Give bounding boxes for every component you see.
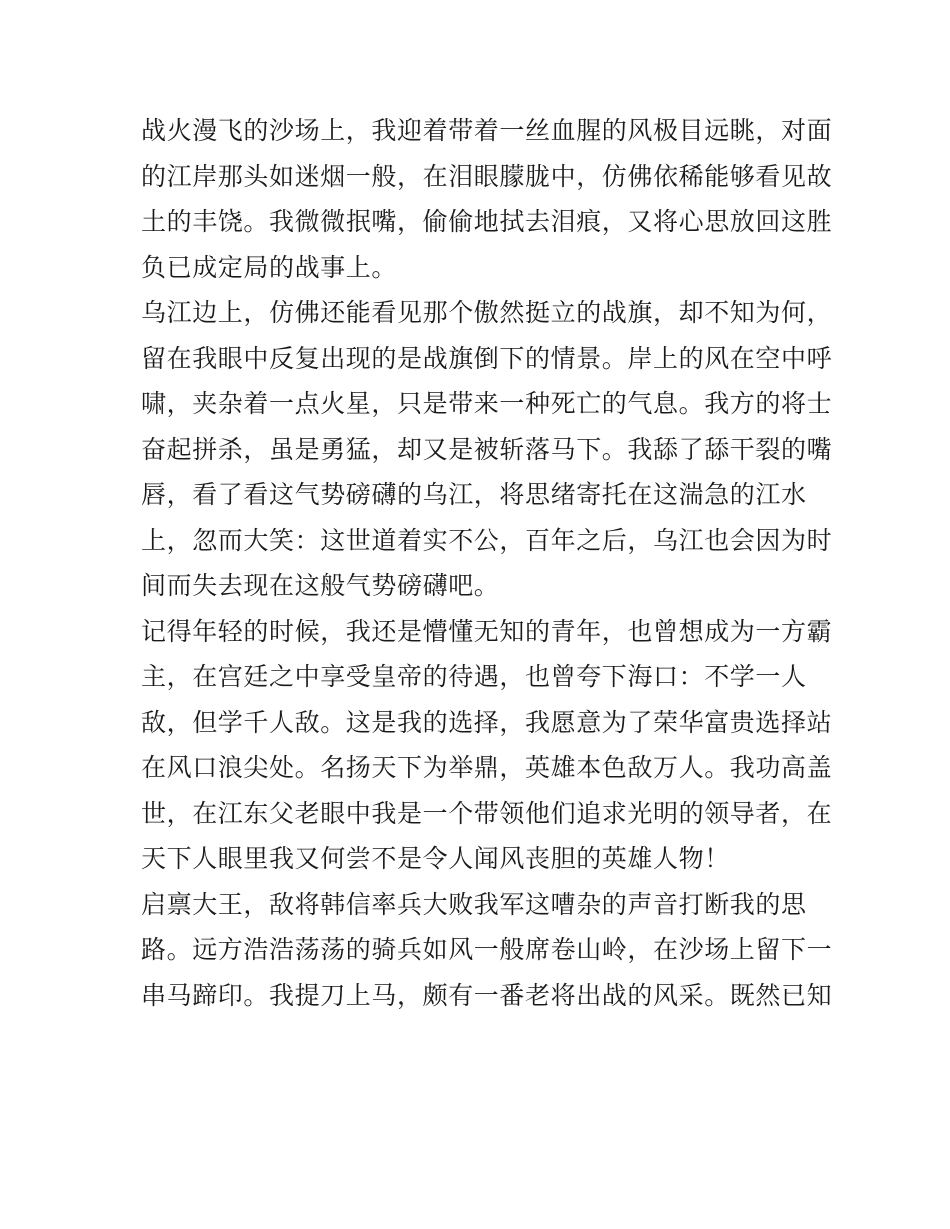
text-line: 间而失去现在这般气势磅礴吧。 [141,571,500,600]
text-line: 世，在江东父老眼中我是一个带领他们追求光明的领导者，在 [141,798,833,828]
text-line: 天下人眼里我又何尝不是令人闻风丧胆的英雄人物！ [141,844,730,873]
text-line: 土的丰饶。我微微抿嘴，偷偷地拭去泪痕，又将心思放回这胜 [141,207,833,236]
text-line: 留在我眼中反复出现的是战旗倒下的情景。岸上的风在空中呼 [141,343,833,373]
document-body [141,108,833,1018]
text-line: 负已成定局的战事上。 [141,252,398,282]
text-line: 的江岸那头如迷烟一般，在泪眼朦胧中，仿佛依稀能够看见故 [141,161,833,191]
text-line: 在风口浪尖处。名扬天下为举鼎，英雄本色敌万人。我功高盖 [141,753,833,782]
text-line: 路。远方浩浩荡荡的骑兵如风一般席卷山岭，在沙场上留下一 [141,935,833,964]
text-line: 啸，夹杂着一点火星，只是带来一种死亡的气息。我方的将士 [141,389,833,418]
text-line: 乌江边上，仿佛还能看见那个傲然挺立的战旗，却不知为何， [141,298,833,327]
text-line: 启禀大王，敌将韩信率兵大败我军这嘈杂的声音打断我的思 [141,889,807,919]
text-line: 奋起拼杀，虽是勇猛，却又是被斩落马下。我舔了舔干裂的嘴 [141,434,833,464]
text-line: 唇，看了看这气势磅礴的乌江，将思绪寄托在这湍急的江水 [141,480,807,509]
text-line: 主，在宫廷之中享受皇帝的待遇，也曾夸下海口：不学一人 [141,662,807,691]
text-line: 敌，但学千人敌。这是我的选择，我愿意为了荣华富贵选择站 [141,707,833,737]
text-line: 记得年轻的时候，我还是懵懂无知的青年，也曾想成为一方霸 [141,616,833,646]
text-line: 战火漫飞的沙场上，我迎着带着一丝血腥的风极目远眺，对面 [141,116,833,145]
text-line: 串马蹄印。我提刀上马，颇有一番老将出战的风采。既然已知 [141,980,833,1010]
text-line: 上，忽而大笑：这世道着实不公，百年之后，乌江也会因为时 [141,525,833,555]
